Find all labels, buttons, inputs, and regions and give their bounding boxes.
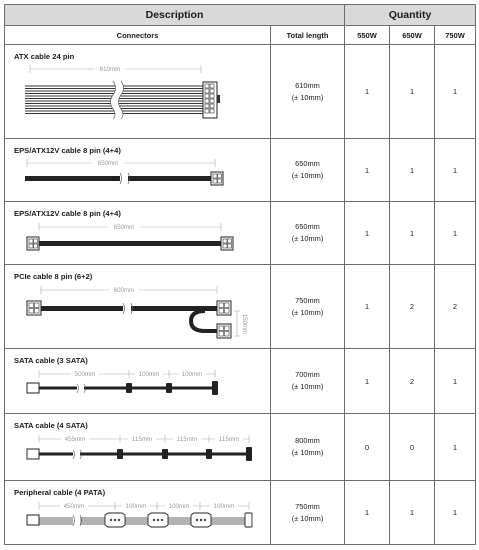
qty-550w: 1 — [345, 349, 390, 414]
dim-label: 600mm — [113, 287, 135, 294]
table-row — [5, 202, 476, 265]
qty-650w: 0 — [390, 414, 435, 481]
length-tolerance: (± 10mm) — [291, 171, 324, 180]
750w-header: 750W — [435, 26, 476, 45]
connector-name: Peripheral cable (4 PATA) — [14, 488, 106, 497]
connector-name: ATX cable 24 pin — [14, 52, 75, 61]
eps-8pin-cable-diagram — [5, 218, 271, 262]
qty-650w: 2 — [390, 349, 435, 414]
dim-label: 150mm — [241, 313, 248, 335]
qty-550w: 0 — [345, 414, 390, 481]
connector-name: SATA cable (4 SATA) — [14, 421, 88, 430]
table-row — [5, 414, 476, 481]
qty-750w: 1 — [435, 481, 476, 545]
connector-name: PCIe cable 8 pin (6+2) — [14, 272, 93, 281]
dim-label: 115mm — [218, 436, 240, 443]
dim-label: 115mm — [131, 436, 153, 443]
eps-8pin-cable-diagram — [5, 155, 271, 199]
qty-550w: 1 — [345, 481, 390, 545]
dim-label: 100mm — [213, 503, 235, 510]
650w-header: 650W — [390, 26, 435, 45]
table-row — [5, 349, 476, 414]
dim-label: 100mm — [168, 503, 190, 510]
atx-24pin-cable-diagram — [5, 61, 271, 135]
table-row — [5, 45, 476, 139]
dim-label: 100mm — [181, 371, 203, 378]
length-value: 750mm — [295, 295, 320, 305]
qty-550w: 1 — [345, 202, 390, 265]
length-value: 700mm — [295, 370, 320, 379]
length-tolerance: (± 10mm) — [291, 92, 324, 102]
peripheral-pata-cable-diagram — [5, 497, 271, 541]
qty-750w: 1 — [435, 139, 476, 202]
total-length-cell — [271, 414, 345, 481]
total-length-cell — [271, 265, 345, 349]
sata-3-cable-diagram — [5, 365, 271, 410]
dim-label: 650mm — [97, 160, 119, 167]
connector-name: EPS/ATX12V cable 8 pin (4+4) — [14, 209, 121, 218]
connector-cell — [5, 481, 271, 545]
length-tolerance: (± 10mm) — [291, 448, 324, 457]
dim-label: 450mm — [63, 503, 85, 510]
qty-750w: 1 — [435, 45, 476, 139]
connectors-header: Connectors — [5, 26, 271, 45]
qty-650w: 1 — [390, 45, 435, 139]
total-length-cell — [271, 139, 345, 202]
connector-name: SATA cable (3 SATA) — [14, 356, 88, 365]
550w-header: 550W — [345, 26, 390, 45]
qty-750w: 2 — [435, 265, 476, 349]
length-tolerance: (± 10mm) — [291, 382, 324, 391]
length-value: 650mm — [295, 222, 320, 231]
cable-spec-table — [4, 4, 476, 545]
dim-label: 100mm — [125, 503, 147, 510]
length-tolerance: (± 10mm) — [291, 513, 324, 523]
table-row — [5, 139, 476, 202]
connector-cell — [5, 349, 271, 414]
table-row — [5, 265, 476, 349]
sata-4-cable-diagram — [5, 430, 271, 477]
table-row — [5, 481, 476, 545]
qty-550w: 1 — [345, 139, 390, 202]
qty-650w: 1 — [390, 139, 435, 202]
qty-750w: 1 — [435, 349, 476, 414]
dim-label: 115mm — [176, 436, 198, 443]
connector-cell — [5, 202, 271, 265]
total-length-cell — [271, 45, 345, 139]
length-tolerance: (± 10mm) — [291, 307, 324, 317]
qty-750w: 1 — [435, 202, 476, 265]
connector-cell — [5, 414, 271, 481]
connector-name: EPS/ATX12V cable 8 pin (4+4) — [14, 146, 121, 155]
qty-750w: 1 — [435, 414, 476, 481]
qty-550w: 1 — [345, 265, 390, 349]
qty-650w: 2 — [390, 265, 435, 349]
total-length-cell — [271, 349, 345, 414]
total-length-cell — [271, 481, 345, 545]
length-value: 610mm — [295, 80, 320, 90]
dim-label: 455mm — [64, 436, 86, 443]
dim-label: 500mm — [74, 371, 96, 378]
quantity-header: Quantity — [345, 5, 476, 26]
dim-label: 610mm — [99, 66, 121, 73]
total-length-header: Total length — [271, 26, 345, 45]
qty-650w: 1 — [390, 481, 435, 545]
qty-650w: 1 — [390, 202, 435, 265]
length-value: 650mm — [295, 159, 320, 168]
connector-cell — [5, 265, 271, 349]
connector-cell — [5, 139, 271, 202]
length-value: 800mm — [295, 436, 320, 445]
description-header: Description — [5, 5, 345, 26]
total-length-cell — [271, 202, 345, 265]
length-tolerance: (± 10mm) — [291, 234, 324, 243]
connector-cell — [5, 45, 271, 139]
dim-label: 650mm — [113, 224, 135, 231]
qty-550w: 1 — [345, 45, 390, 139]
dim-label: 100mm — [138, 371, 160, 378]
pcie-8pin-cable-diagram — [5, 281, 271, 345]
length-value: 750mm — [295, 501, 320, 511]
